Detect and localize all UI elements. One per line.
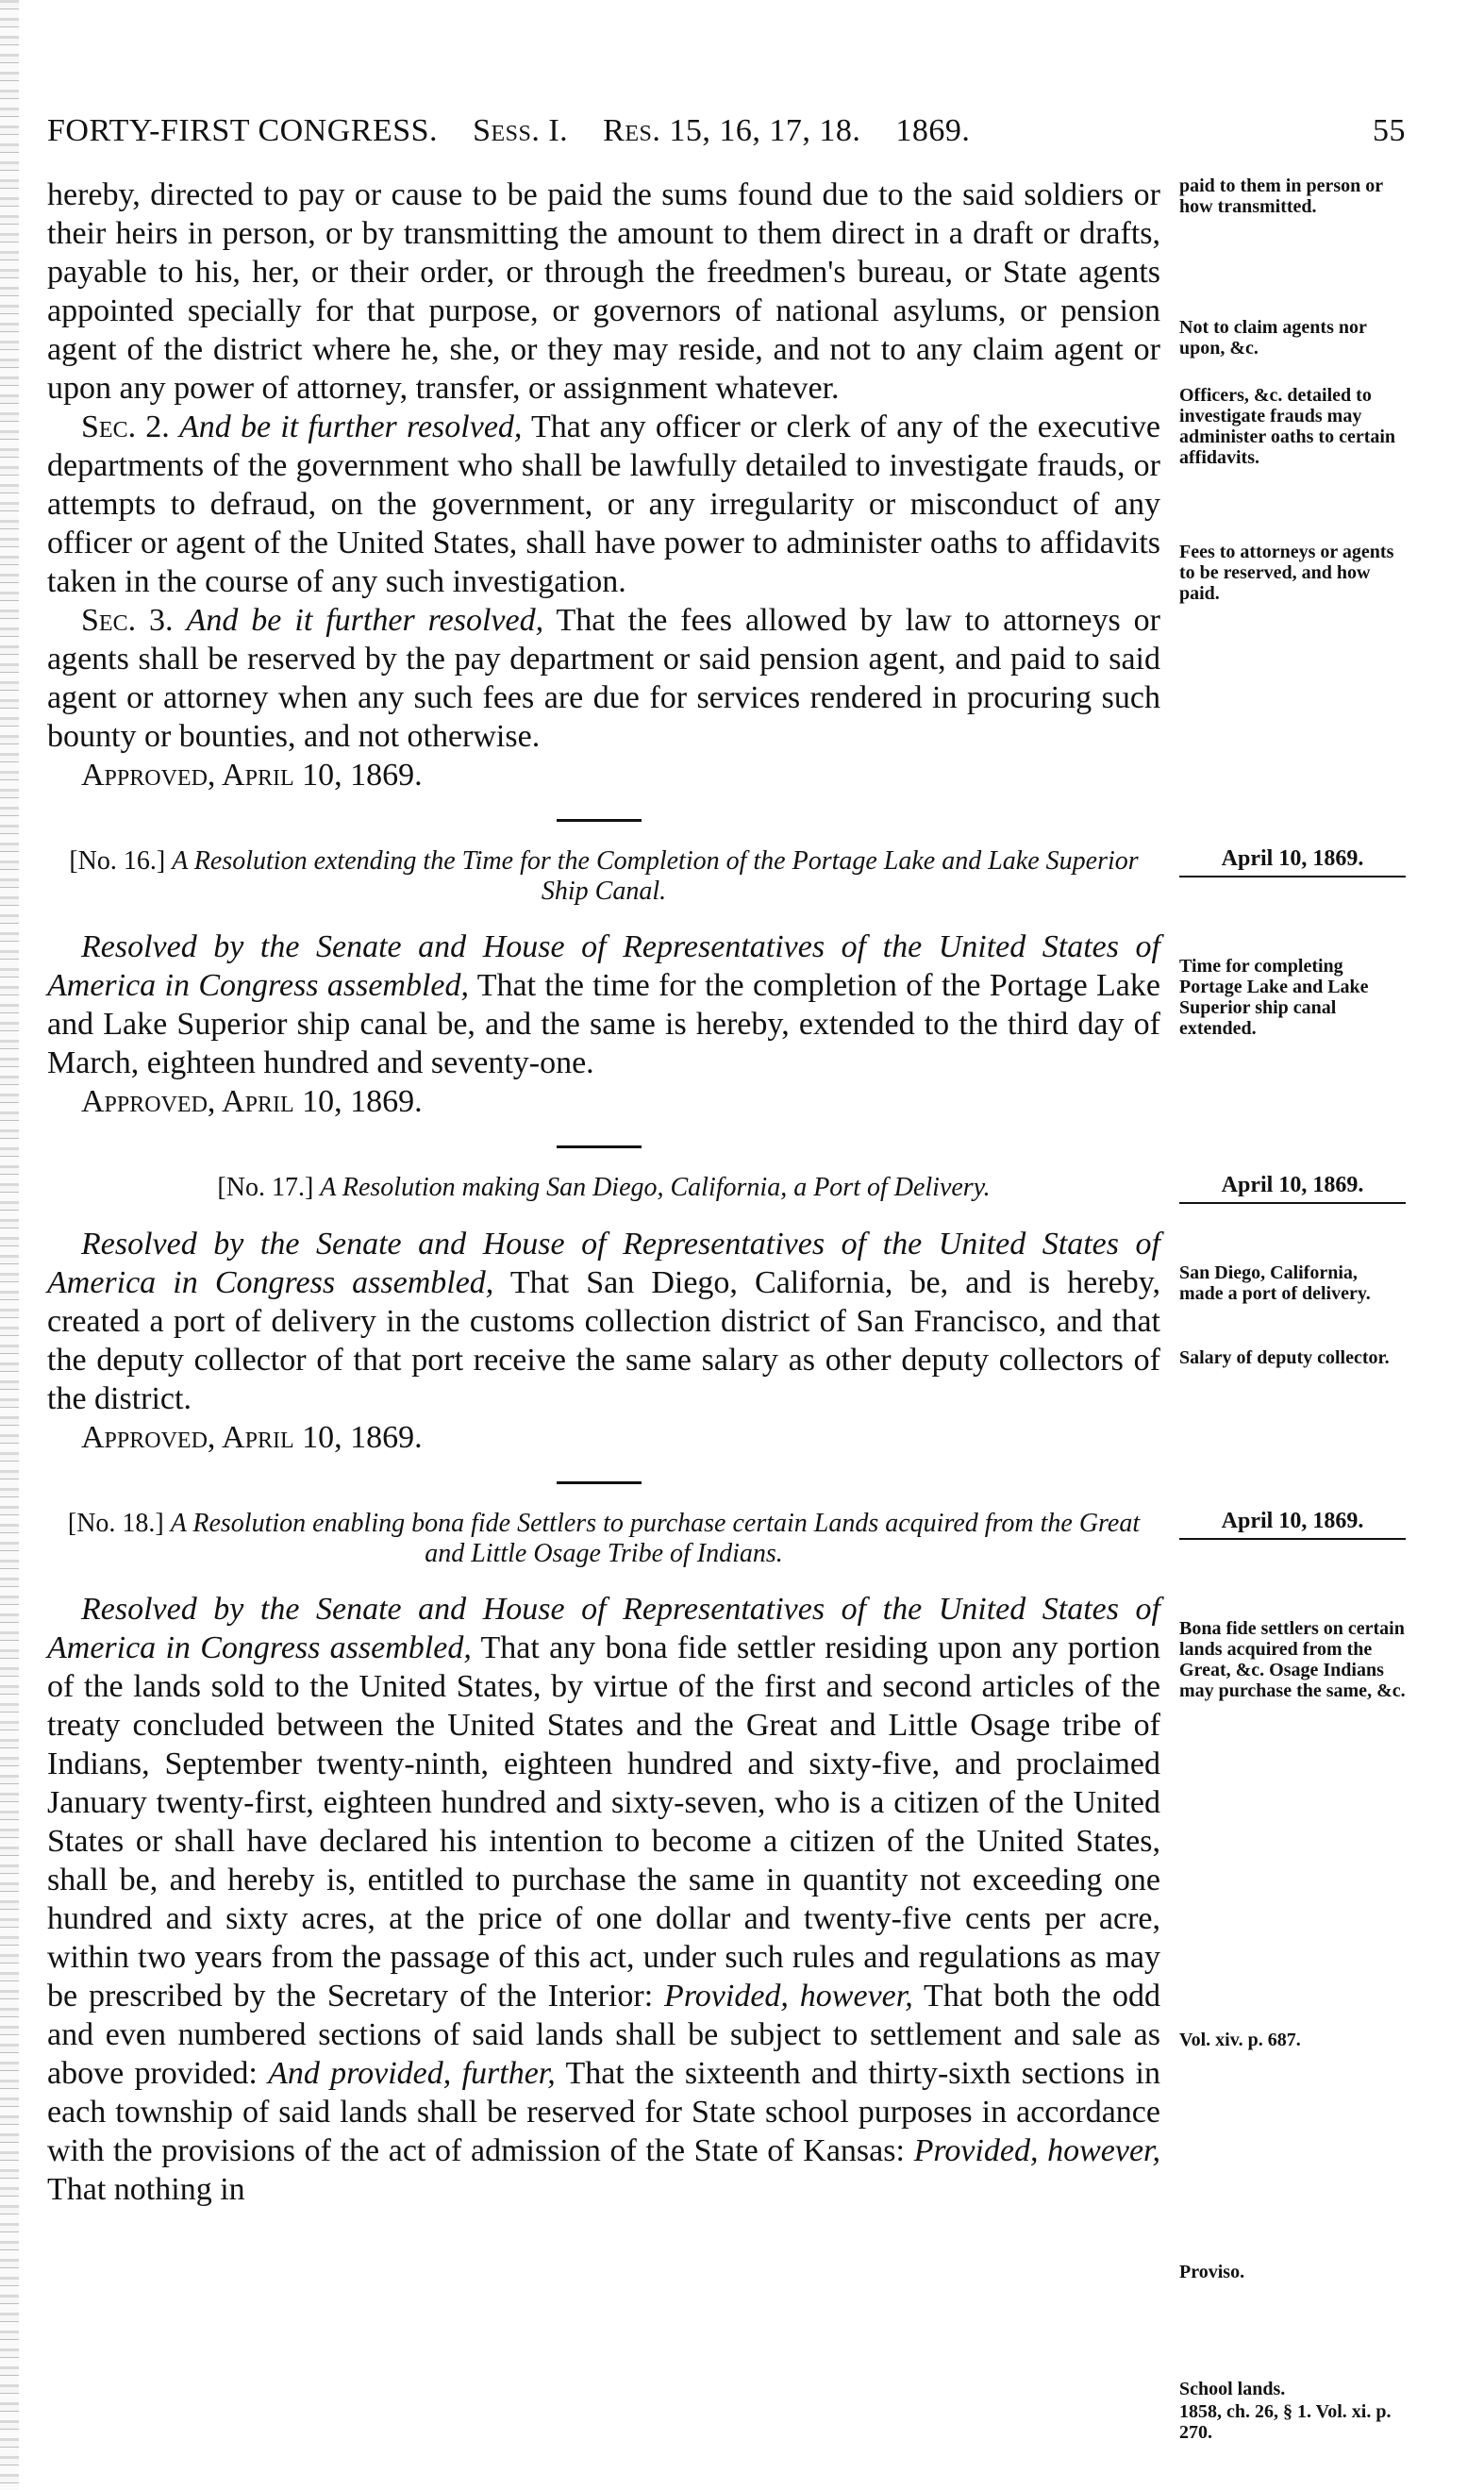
res15-section-3 [47, 601, 1160, 756]
res18-text-3: That the sixteenth and thirty-sixth sections in each township of said lands shall be reserved for State school purposes in accordance with the provisions of the act of admission of the State of Kansas: [47, 2056, 1161, 2168]
res18-date: April 10, 1869. [1179, 1509, 1406, 1540]
res17-enacting: Resolved by the Senate and House of Representatives of the United States of America in Congress assembled, [47, 1227, 1160, 1300]
sec3-enacting: And be it further resolved, [186, 603, 544, 638]
res16-approved: Approved, April 10, 1869. [81, 1084, 423, 1119]
header-resolutions: Res. 15, 16, 17, 18. [603, 113, 861, 148]
page-number: 55 [1373, 113, 1406, 148]
res16-number: [No. 16.] [69, 846, 166, 876]
margin-note: Salary of deputy collector. [1179, 1347, 1390, 1368]
scanned-page-edge [0, 0, 19, 2490]
header-session: Sess. I. [473, 113, 569, 148]
res15-approved: Approved, April 10, 1869. [81, 758, 423, 793]
res17-section [47, 1225, 1406, 1457]
statute-page [47, 113, 1406, 2443]
margin-note: School lands. [1179, 2379, 1286, 2399]
sec2-label: Sec. 2. [81, 409, 170, 444]
margin-note: Fees to attorneys or agents to be reserved, and how paid. [1179, 542, 1394, 604]
res17-text: That San Diego, California, be, and is hereby, created a port of delivery in the customs collection district of San Francisco, and that the deputy collector of that port receive the same salary as other deputy collectors of the district. [47, 1265, 1160, 1416]
res18-section [47, 1590, 1406, 2443]
sec2-enacting: And be it further resolved, [178, 409, 523, 444]
res18-proviso-3: Provided, however, [913, 2133, 1161, 2168]
margin-note: paid to them in person or how transmitted. [1179, 175, 1383, 217]
res15-section [47, 175, 1406, 794]
res18-proviso-2: And provided, further, [268, 2056, 556, 2091]
res17-heading [47, 1173, 1406, 1204]
res17-approved: Approved, April 10, 1869. [81, 1420, 423, 1455]
margin-note: 1858, ch. 26, § 1. Vol. xi. p. 270. [1179, 2401, 1392, 2443]
section-divider [557, 1481, 642, 1484]
header-congress: FORTY-FIRST CONGRESS. [47, 113, 439, 148]
running-header [47, 113, 1406, 149]
margin-note: Vol. xiv. p. 687. [1179, 2030, 1301, 2050]
res16-text: That the time for the completion of the Portage Lake and Lake Superior ship canal be, and the same is hereby, extended to the third day of March, eighteen hundred and seventy-one. [47, 968, 1160, 1080]
res17-title: A Resolution making San Diego, California, a Port of Delivery. [320, 1173, 991, 1202]
res18-text-2: That both the odd and even numbered sections of said lands shall be subject to settlement and sale as above provided: [47, 1979, 1161, 2091]
res16-body [47, 927, 1160, 1082]
res18-enacting: Resolved by the Senate and House of Representatives of the United States of America in Congress assembled, [47, 1592, 1160, 1665]
sec3-text: That the fees allowed by law to attorneys or agents shall be reserved by the pay department or said pension agent, and paid to said agent or attorney when any such fees are due for services rendered in procuring such bounty or bounties, and not otherwise. [47, 603, 1161, 754]
res17-body [47, 1225, 1160, 1418]
header-year: 1869. [895, 113, 971, 148]
res18-proviso-1: Provided, however, [664, 1979, 913, 2014]
margin-note: Not to claim agents nor upon, &c. [1179, 317, 1367, 359]
sec2-text: That any officer or clerk of any of the executive departments of the government who shall be lawfully detailed to investigate frauds, or attempts to defraud, on the government, or any irregularity or misconduct of any officer or agent of the United States, shall have power to administer oaths to affidavits taken in the course of any such investigation. [47, 409, 1161, 599]
margin-note: Bona fide settlers on certain lands acquired from the Great, &c. Osage Indians may purchase the same, &c. [1179, 1618, 1406, 1701]
res18-text-1: That any bona fide settler residing upon any portion of the lands sold to the United States, by virtue of the first and second articles of the treaty concluded between the United States and the Great and Little Osage tribe of Indians, September twenty-ninth, eighteen hundred and sixty-five, and proclaimed January twenty-first, eighteen hundred and sixty-seven, who is a citizen of the United States or shall have declared his intention to become a citizen of the United States, shall be, and hereby is, entitled to purchase the same in quantity not exceeding one hundred and sixty acres, at the price of one dollar and twenty-five cents per acre, within two years from the passage of this act, under such rules and regulations as may be prescribed by the Secretary of the Interior: [47, 1630, 1161, 2014]
res16-marginalia [1179, 927, 1406, 1121]
res18-number: [No. 18.] [67, 1509, 164, 1538]
res17-date: April 10, 1869. [1179, 1173, 1406, 1204]
res18-body [47, 1590, 1160, 2209]
margin-note: San Diego, California, made a port of delivery. [1179, 1262, 1371, 1304]
margin-note: Proviso. [1179, 2262, 1245, 2282]
res18-title: A Resolution enabling bona fide Settlers to purchase certain Lands acquired from the Great and Little Osage Tribe of Indians. [170, 1509, 1141, 1568]
res18-heading [47, 1509, 1406, 1569]
res18-marginalia [1179, 1590, 1406, 2443]
sec3-label: Sec. 3. [81, 603, 174, 638]
res16-enacting: Resolved by the Senate and House of Representatives of the United States of America in Congress assembled, [47, 929, 1160, 1003]
section-divider [557, 1145, 642, 1148]
res15-section-2 [47, 408, 1160, 601]
res18-text-4: That nothing in [47, 2172, 245, 2207]
res15-paragraph-1: hereby, directed to pay or cause to be paid the sums found due to the said soldiers or their heirs in person, or by transmitting the amount to them direct in a draft or drafts, payable to his, her, or their order, or through the freedmen's bureau, or State agents appointed specially for that purpose, or governors of national asylums, or pension agent of the district where he, she, or they may reside, and not to any claim agent or upon any power of attorney, transfer, or assignment whatever. [47, 177, 1160, 406]
res16-title: A Resolution extending the Time for the Completion of the Portage Lake and Lake Superior Ship Canal. [172, 846, 1139, 906]
margin-note: Time for completing Portage Lake and Lake Superior ship canal extended. [1179, 956, 1369, 1039]
res16-date: April 10, 1869. [1179, 846, 1406, 877]
res16-section [47, 927, 1406, 1121]
res17-number: [No. 17.] [217, 1173, 314, 1202]
res15-marginalia [1179, 175, 1406, 794]
section-divider [557, 819, 642, 822]
res16-heading [47, 846, 1406, 907]
res17-marginalia [1179, 1225, 1406, 1457]
margin-note: Officers, &c. detailed to investigate frauds may administer oaths to certain affidavits. [1179, 385, 1396, 468]
